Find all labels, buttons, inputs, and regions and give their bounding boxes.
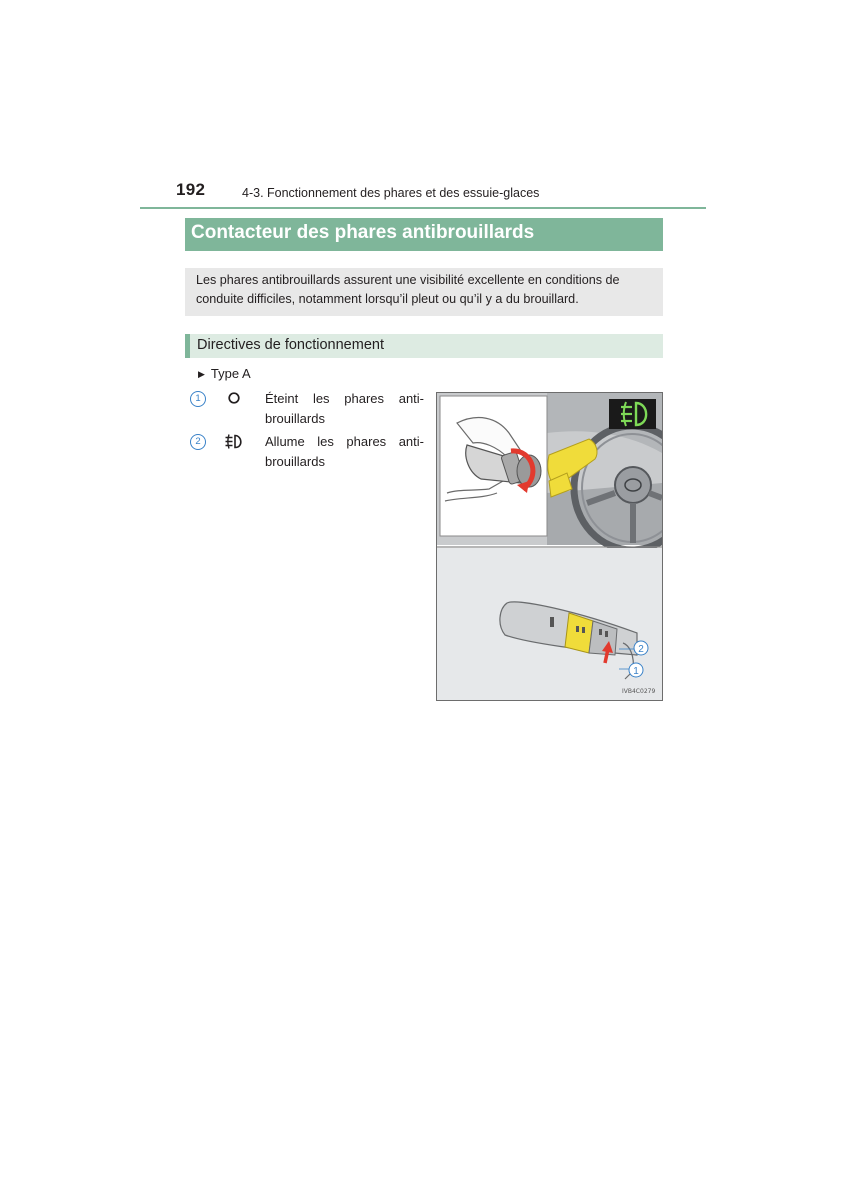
running-header: 4-3. Fonctionnement des phares et des essuie-glaces [242,186,540,200]
fog-light-switch-illustration [436,392,663,701]
off-circle-icon [226,390,242,411]
item-description [265,432,424,472]
page-number: 192 [176,180,206,199]
section-title: Contacteur des phares antibrouillards [185,218,663,251]
figure-code: IVB4C0279 [622,688,656,695]
callout-number: 1 [633,666,639,677]
item-description-line: brouillards [265,411,325,426]
callout-number: 2 [638,644,644,655]
intro-text-line: Les phares antibrouillards assurent une visibilité excellente en conditions de [196,273,620,287]
item-number: 1 [190,391,206,407]
front-fog-light-icon [224,433,246,455]
indicator-lamp-panel [609,399,656,429]
item-description-line: Allume les phares anti- [265,434,424,449]
item-description [265,389,424,429]
item-description-line: Éteint les phares anti- [265,391,424,406]
subsection-title: Directives de fonctionnement [185,334,663,358]
type-label-text: Type A [210,366,251,381]
triangle-bullet-icon: ▶ [198,369,205,379]
item-number: 2 [190,434,206,450]
item-description-line: brouillards [265,454,325,469]
callout-2 [634,641,648,655]
intro-box [185,268,663,316]
type-label [198,366,251,381]
callout-1 [629,663,643,677]
intro-text-line: conduite difficiles, notamment lorsqu’il pleut ou qu’il y a du brouillard. [196,292,579,306]
header-rule [140,207,706,209]
